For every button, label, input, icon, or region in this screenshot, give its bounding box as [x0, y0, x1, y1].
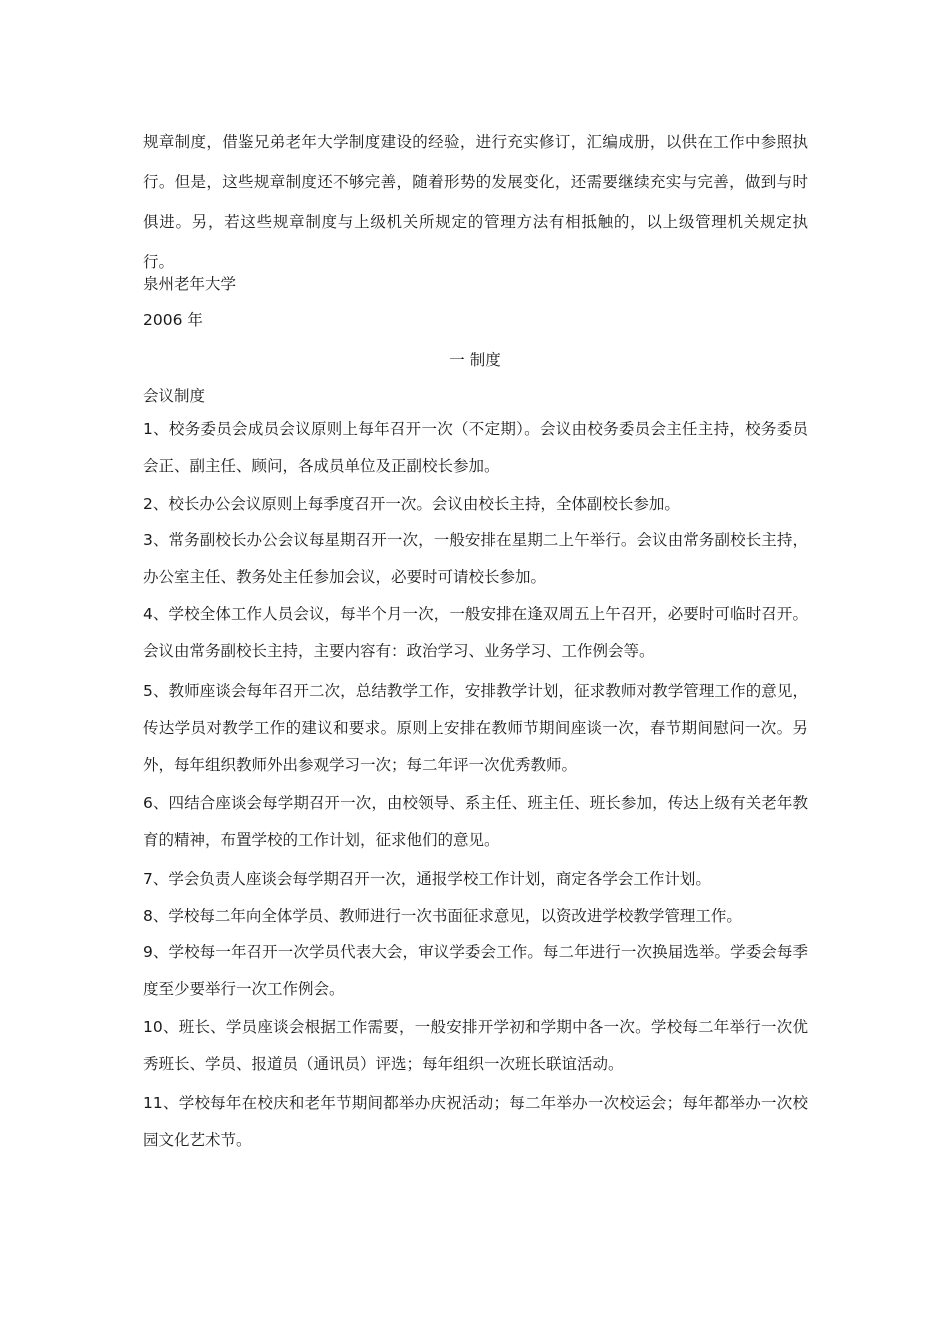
list-item: 8、学校每二年向全体学员、教师进行一次书面征求意见，以资改进学校教学管理工作。 — [143, 907, 742, 925]
list-item: 6、四结合座谈会每学期召开一次，由校领导、系主任、班主任、班长参加，传达上级有关老年教育的精神，布置学校的工作计划，征求他们的意见。 — [143, 794, 808, 849]
list-item: 11、学校每年在校庆和老年节期间都举办庆祝活动；每二年举办一次校运会；每年都举办一次校园文化艺术节。 — [143, 1094, 808, 1149]
list-item: 7、学会负责人座谈会每学期召开一次，通报学校工作计划，商定各学会工作计划。 — [143, 870, 711, 888]
list-item: 1、校务委员会成员会议原则上每年召开一次（不定期）。会议由校务委员会主任主持，校务委员会正、副主任、顾问，各成员单位及正副校长参加。 — [143, 420, 808, 475]
list-item: 4、学校全体工作人员会议，每半个月一次，一般安排在逢双周五上午召开，必要时可临时召开。会议由常务副校长主持，主要内容有：政治学习、业务学习、工作例会等。 — [143, 605, 808, 660]
list-item: 2、校长办公会议原则上每季度召开一次。会议由校长主持，全体副校长参加。 — [143, 495, 680, 513]
list-item: 3、常务副校长办公会议每星期召开一次，一般安排在星期二上午举行。会议由常务副校长主持，办公室主任、教务处主任参加会议，必要时可请校长参加。 — [143, 531, 808, 586]
section-title: 一 制度 — [449, 351, 501, 369]
subsection-title: 会议制度 — [143, 387, 206, 405]
intro-paragraph: 规章制度，借鉴兄弟老年大学制度建设的经验，进行充实修订，汇编成册，以供在工作中参照执行。但是，这些规章制度还不够完善，随着形势的发展变化，还需要继续充实与完善，做到与时俱进。另，若这些规章制度与上级机关所规定的管理方法有相抵触的，以上级管理机关规定执行。 — [143, 133, 808, 271]
list-item: 5、教师座谈会每年召开二次，总结教学工作，安排教学计划，征求教师对教学管理工作的意见，传达学员对教学工作的建议和要求。原则上安排在教师节期间座谈一次，春节期间慰问一次。另外，每年组织教师外出参观学习一次；每二年评一次优秀教师。 — [143, 682, 808, 774]
list-item: 10、班长、学员座谈会根据工作需要，一般安排开学初和学期中各一次。学校每二年举行一次优秀班长、学员、报道员（通讯员）评选；每年组织一次班长联谊活动。 — [143, 1018, 808, 1073]
year: 2006 年 — [143, 311, 203, 329]
list-item: 9、学校每一年召开一次学员代表大会，审议学委会工作。每二年进行一次换届选举。学委会每季度至少要举行一次工作例会。 — [143, 943, 808, 998]
org-name: 泉州老年大学 — [143, 275, 237, 293]
